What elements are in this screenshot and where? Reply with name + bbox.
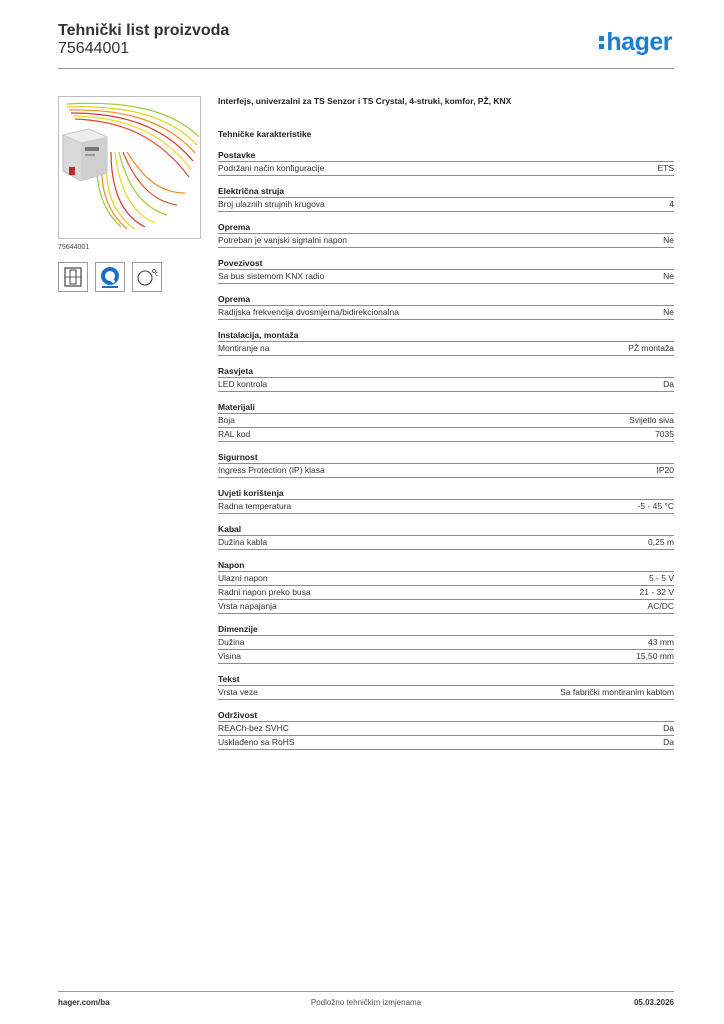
spec-value: Da xyxy=(663,723,674,733)
spec-group xyxy=(218,366,674,392)
spec-group xyxy=(218,150,674,176)
temperature-icon xyxy=(132,262,162,292)
spec-row xyxy=(218,198,674,212)
spec-group-title: Kabal xyxy=(218,524,674,536)
spec-row xyxy=(218,586,674,600)
page-footer xyxy=(58,998,674,1007)
spec-row xyxy=(218,686,674,700)
spec-label: Vrsta veze xyxy=(218,687,258,697)
spec-value: Svijetlo siva xyxy=(629,415,674,425)
spec-row xyxy=(218,650,674,664)
spec-label: Radijska frekvencija dvosmjerna/bidirekcionalna xyxy=(218,307,399,317)
spec-label: Usklađeno sa RoHS xyxy=(218,737,295,747)
footer-date: 05.03.2026 xyxy=(633,998,674,1007)
spec-group-title: Postavke xyxy=(218,150,674,162)
spec-group xyxy=(218,710,674,750)
spec-row xyxy=(218,162,674,176)
spec-group-title: Uvjeti korištenja xyxy=(218,488,674,500)
spec-row xyxy=(218,342,674,356)
spec-label: Radna temperatura xyxy=(218,501,292,511)
spec-value: Ne xyxy=(663,235,674,245)
header-divider xyxy=(58,68,674,69)
spec-group-title: Rasvjeta xyxy=(218,366,674,378)
spec-value: 15,50 mm xyxy=(636,651,674,661)
spec-row xyxy=(218,500,674,514)
spec-group xyxy=(218,222,674,248)
spec-label: Ingress Protection (IP) klasa xyxy=(218,465,325,475)
product-photo-icon xyxy=(59,97,201,239)
spec-group-title: Sigurnost xyxy=(218,452,674,464)
footer-divider xyxy=(58,991,674,992)
spec-group xyxy=(218,674,674,700)
product-description: Interfejs, univerzalni za TS Senzor i TS Crystal, 4-struki, komfor, PŽ, KNX xyxy=(218,96,512,106)
spec-group-title: Oprema xyxy=(218,222,674,234)
logo-text: hager xyxy=(606,28,672,56)
spec-row xyxy=(218,736,674,750)
spec-row xyxy=(218,306,674,320)
spec-label: RAL kod xyxy=(218,429,251,439)
spec-group xyxy=(218,452,674,478)
spec-row xyxy=(218,270,674,284)
spec-group-title: Instalacija, montaža xyxy=(218,330,674,342)
din-rail-icon xyxy=(58,262,88,292)
spec-value: Ne xyxy=(663,271,674,281)
product-image xyxy=(58,96,201,239)
spec-label: Boja xyxy=(218,415,236,425)
spec-label: Dužina kabla xyxy=(218,537,268,547)
section-heading: Tehničke karakteristike xyxy=(218,129,312,139)
svg-text:C: C xyxy=(155,272,159,278)
spec-value: Ne xyxy=(663,307,674,317)
spec-group-title: Održivost xyxy=(218,710,674,722)
spec-group xyxy=(218,488,674,514)
spec-value: 0,25 m xyxy=(648,537,674,547)
spec-label: REACh-bez SVHC xyxy=(218,723,289,733)
spec-label: Sa bus sistemom KNX radio xyxy=(218,271,325,281)
spec-group xyxy=(218,624,674,664)
spec-group xyxy=(218,330,674,356)
hager-logo xyxy=(599,28,672,57)
spec-group-title: Električna struja xyxy=(218,186,674,198)
spec-value: PŽ montaža xyxy=(628,343,674,353)
spec-group xyxy=(218,186,674,212)
product-number: 75644001 xyxy=(58,40,130,57)
spec-group xyxy=(218,294,674,320)
spec-row xyxy=(218,572,674,586)
spec-label: LED kontrola xyxy=(218,379,268,389)
spec-label: Visina xyxy=(218,651,241,661)
spec-label: Potreban je vanjski signalni napon xyxy=(218,235,348,245)
spec-value: Da xyxy=(663,379,674,389)
spec-value: ETS xyxy=(657,163,674,173)
quality-mark-icon xyxy=(95,262,125,292)
spec-value: Da xyxy=(663,737,674,747)
spec-label: Montiranje na xyxy=(218,343,270,353)
spec-value: 7035 xyxy=(655,429,674,439)
spec-content xyxy=(218,96,674,750)
spec-groups xyxy=(218,150,674,750)
certification-icons xyxy=(58,262,162,292)
spec-group-title: Povezivost xyxy=(218,258,674,270)
spec-group-title: Dimenzije xyxy=(218,624,674,636)
spec-row xyxy=(218,600,674,614)
spec-value: 43 mm xyxy=(648,637,674,647)
spec-row xyxy=(218,234,674,248)
spec-row xyxy=(218,428,674,442)
spec-value: AC/DC xyxy=(647,601,674,611)
spec-group-title: Napon xyxy=(218,560,674,572)
spec-group-title: Materijali xyxy=(218,402,674,414)
spec-label: Podržani način konfiguracije xyxy=(218,163,325,173)
spec-value: Sa fabrički montiranim kablom xyxy=(560,687,674,697)
spec-row xyxy=(218,636,674,650)
spec-row xyxy=(218,414,674,428)
spec-row xyxy=(218,464,674,478)
spec-value: 4 xyxy=(669,199,674,209)
spec-group xyxy=(218,258,674,284)
spec-group-title: Tekst xyxy=(218,674,674,686)
image-caption: 75644001 xyxy=(58,244,90,251)
spec-value: 21 - 32 V xyxy=(639,587,674,597)
logo-colon-icon xyxy=(599,34,604,50)
spec-label: Vrsta napajanja xyxy=(218,601,277,611)
spec-value: 5 - 5 V xyxy=(648,573,674,583)
footer-disclaimer: Podložno tehničkim izmjenama xyxy=(310,998,422,1007)
spec-group xyxy=(218,560,674,614)
spec-value: -5 - 45 °C xyxy=(637,501,674,511)
spec-label: Ulazni napon xyxy=(218,573,268,583)
spec-row xyxy=(218,378,674,392)
spec-group xyxy=(218,524,674,550)
spec-row xyxy=(218,722,674,736)
page-title: Tehnički list proizvoda xyxy=(58,22,230,39)
spec-group-title: Oprema xyxy=(218,294,674,306)
spec-label: Radni napon preko busa xyxy=(218,587,311,597)
spec-label: Dužina xyxy=(218,637,245,647)
page-header xyxy=(58,22,674,68)
footer-website: hager.com/ba xyxy=(58,998,110,1007)
spec-group xyxy=(218,402,674,442)
spec-value: IP20 xyxy=(656,465,674,475)
spec-row xyxy=(218,536,674,550)
spec-label: Broj ulaznih strujnih krugova xyxy=(218,199,325,209)
